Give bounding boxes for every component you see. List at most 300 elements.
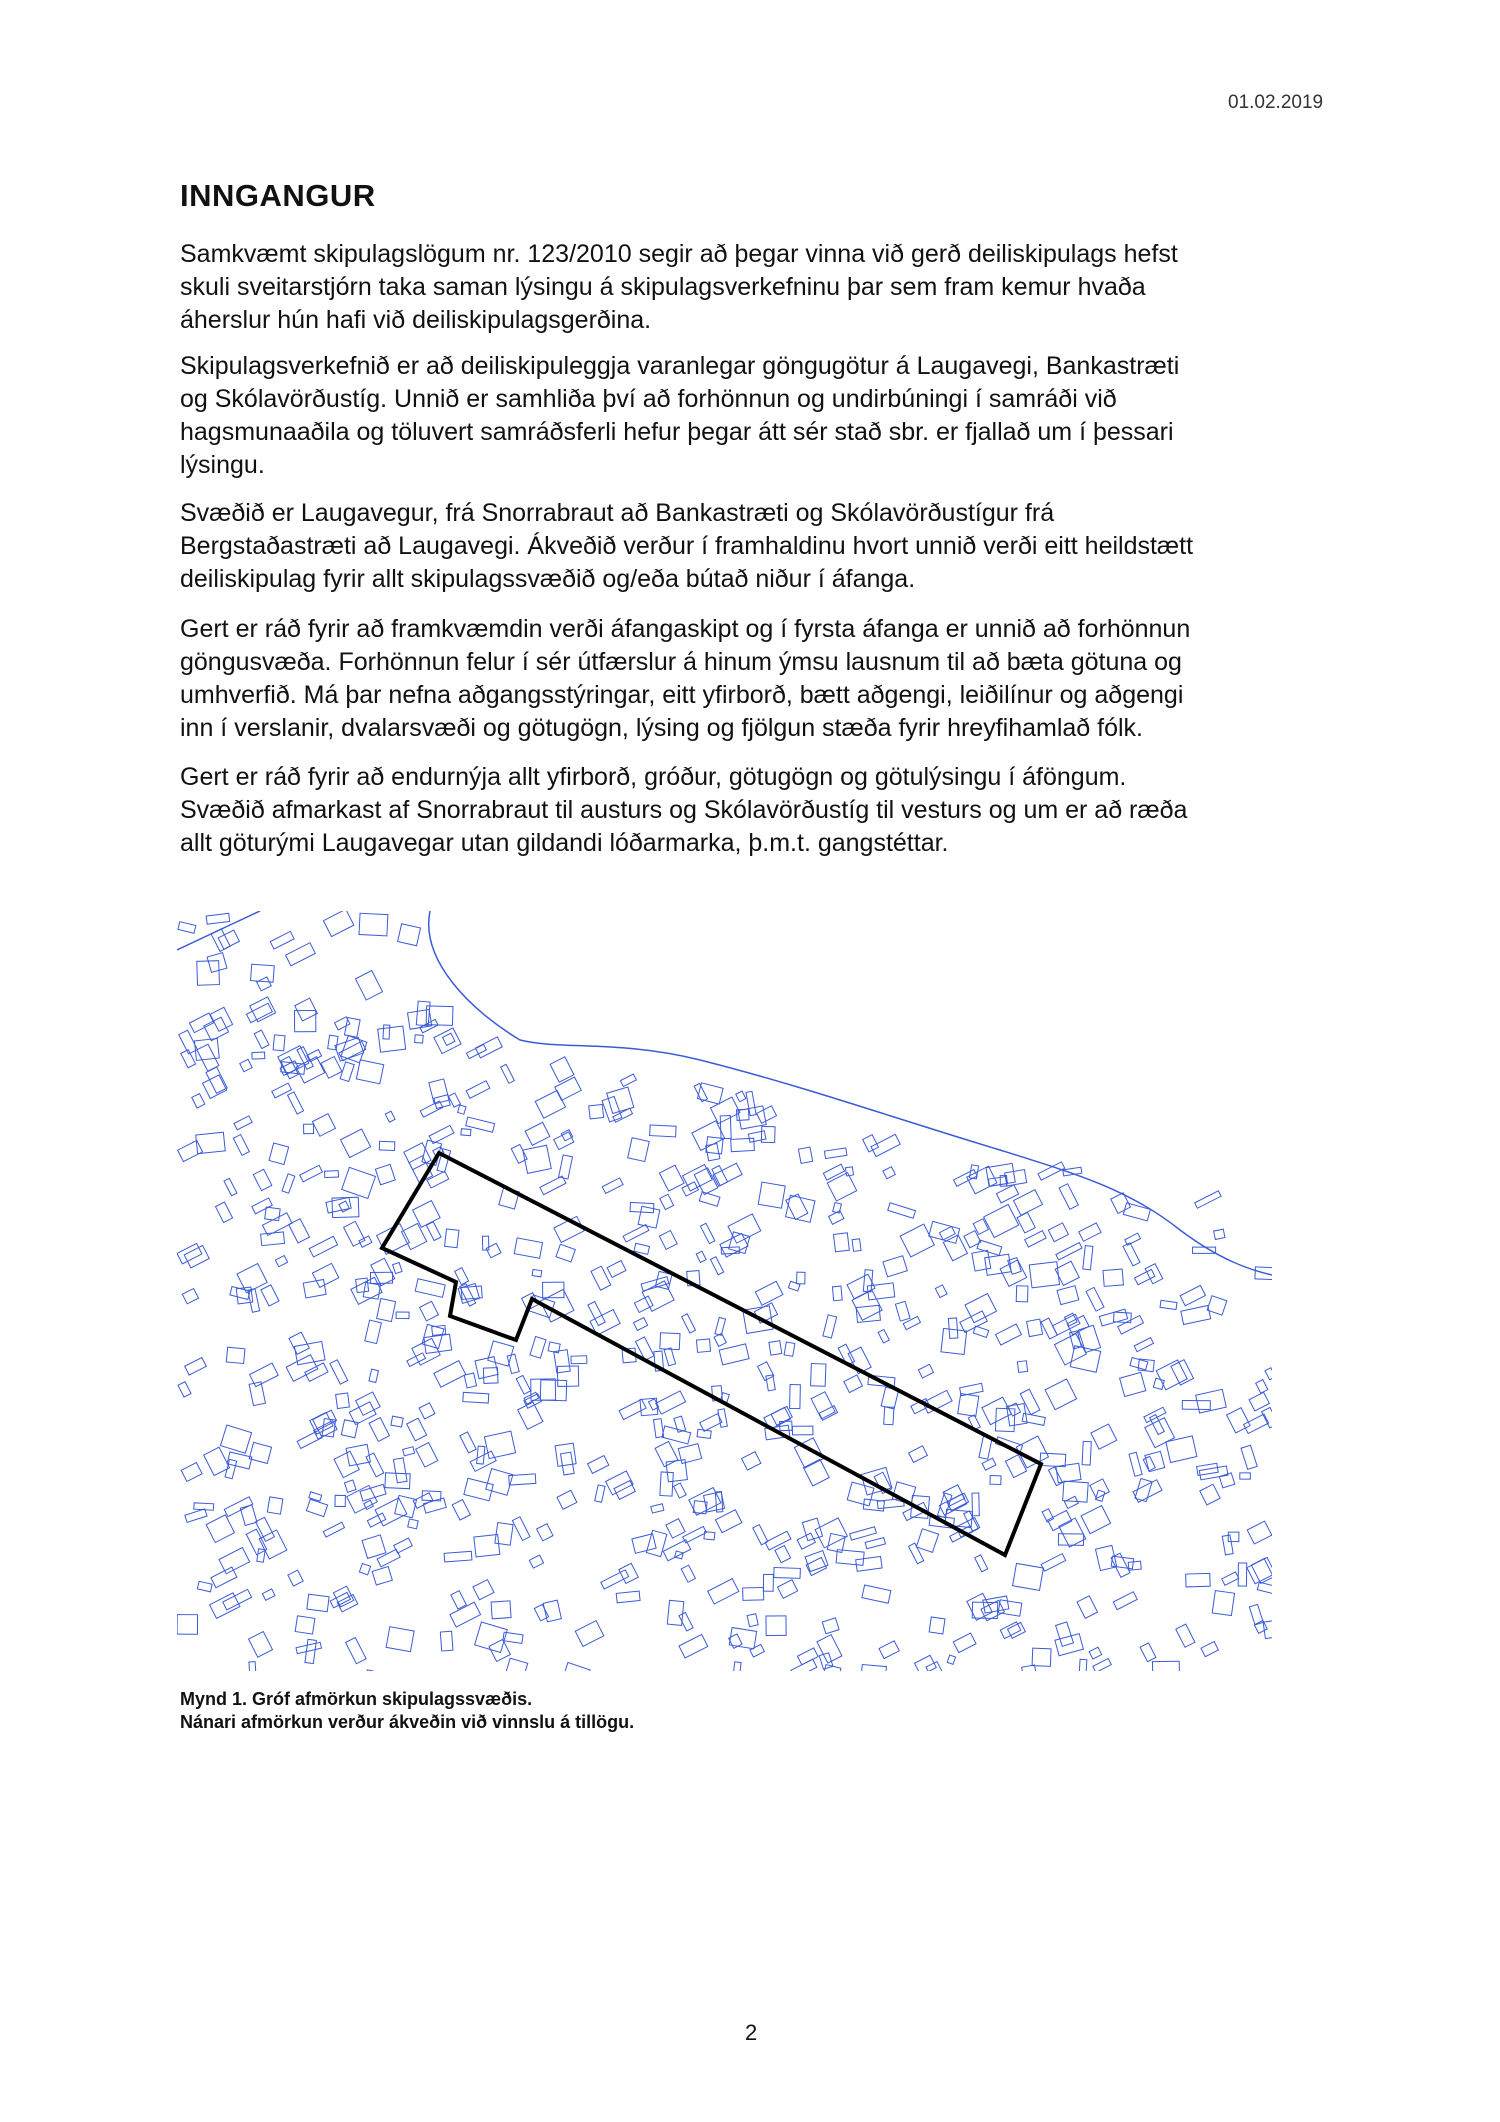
building-footprint [1059,1518,1086,1547]
building-footprint [650,1125,676,1137]
building-footprint [883,1256,907,1277]
building-footprint [272,1083,292,1098]
building-footprint [903,1316,920,1329]
building-footprint [606,1471,634,1495]
building-footprint [300,1165,323,1182]
building-footprint [321,1057,342,1079]
building-footprint [396,1312,409,1319]
building-footprint [532,1269,542,1276]
building-footprint [607,1087,634,1113]
building-footprint [303,1279,326,1297]
building-footprint [1070,1346,1100,1372]
building-footprint [811,1392,835,1419]
building-footprint [249,1632,273,1658]
building-footprint [651,1504,664,1513]
building-footprint [775,1546,791,1563]
building-footprint [1029,1262,1059,1288]
building-footprint [540,1176,566,1195]
building-footprint [270,931,294,949]
building-footprint [475,1037,502,1058]
building-footprint [1040,1453,1066,1467]
building-footprint [879,1641,899,1659]
text-line: og Skólavörðustíg. Unnið er samhliða því að forhönnun og undirbúningi í samráði við [180,385,1117,413]
building-footprint [815,1518,847,1548]
building-footprint [391,1416,403,1427]
building-footprint [514,1238,542,1258]
building-footprint [554,1350,570,1373]
building-footprint [375,1164,395,1184]
building-footprint [1041,1318,1057,1339]
building-footprint [1032,1648,1051,1666]
building-footprint [824,1148,847,1159]
building-footprint [692,1121,725,1151]
building-footprint [359,913,388,936]
building-footprint [1247,1521,1272,1544]
building-footprint [954,1170,978,1187]
building-footprint [1193,1247,1216,1253]
building-footprint [935,1285,947,1298]
building-footprint [557,1490,577,1509]
building-footprint [556,1244,575,1262]
building-footprint [415,1035,424,1043]
figure-caption [180,1688,634,1734]
building-footprint [856,1305,880,1322]
building-footprint [758,1182,785,1208]
building-footprint [916,1529,938,1553]
building-footprint [429,1079,449,1104]
building-footprint [601,1570,629,1589]
building-footprint [207,953,227,973]
building-footprint [475,1622,508,1653]
building-footprint [346,1638,367,1664]
building-footprint [1265,1368,1275,1380]
building-footprint [995,1408,1014,1431]
building-footprint [1254,1620,1267,1633]
building-footprint [918,1364,933,1378]
building-footprint [710,1097,739,1124]
building-footprint [1082,1441,1091,1465]
building-footprint [1017,1212,1035,1233]
building-footprint [589,1104,604,1119]
building-footprint [531,1379,556,1400]
building-footprint [1186,1573,1210,1587]
building-footprint [731,1138,755,1152]
building-footprint [495,1523,513,1546]
building-footprint [535,1090,565,1118]
building-footprint [375,1498,407,1526]
building-footprint [696,1251,706,1262]
building-footprint [408,1009,432,1029]
building-footprint [250,997,276,1022]
building-footprint [356,1278,369,1293]
building-footprint [1241,1445,1257,1469]
building-footprint [219,1548,250,1574]
building-footprint [223,1589,252,1610]
building-footprint [729,1628,756,1649]
building-footprint [953,1633,976,1653]
building-footprint [325,1171,339,1178]
building-footprint [312,1114,335,1137]
building-footprint [234,1116,252,1130]
building-footprint [747,1614,758,1627]
building-footprint [564,1663,590,1682]
building-footprint [656,1391,686,1414]
building-footprint [341,1036,367,1063]
building-footprint [1160,1300,1177,1309]
building-footprint [895,1301,910,1321]
building-footprint [398,924,421,946]
building-footprint [1244,1414,1269,1433]
building-footprint [203,1075,227,1099]
building-footprint [420,1301,439,1321]
building-footprint [803,1459,829,1486]
building-footprint [178,1382,191,1397]
building-footprint [699,1192,720,1207]
building-footprint [1176,1624,1195,1647]
building-footprint [595,1485,605,1502]
building-footprint [1056,1243,1082,1260]
building-footprint [416,1001,430,1026]
building-footprint [445,1229,459,1248]
building-footprint [863,1135,879,1152]
building-footprint [1222,1535,1233,1555]
building-footprint [366,1453,384,1477]
building-footprint [1038,1162,1065,1180]
building-footprint [341,1420,358,1438]
building-footprint [1134,1338,1153,1352]
building-footprint [823,1164,844,1180]
building-footprint [827,1533,845,1552]
building-footprint [220,1425,251,1453]
building-footprint [823,1315,837,1338]
building-footprint [1016,1286,1028,1302]
building-footprint [1090,1479,1109,1499]
building-footprint [742,1452,761,1470]
building-footprint [252,1198,273,1214]
building-footprint [1214,1229,1225,1239]
building-footprint [766,1616,786,1636]
building-footprint [786,1194,808,1219]
building-footprint [632,1534,656,1554]
building-footprint [491,1601,511,1619]
building-footprint [267,1497,283,1514]
building-footprint [1089,1647,1102,1659]
building-footprint [788,1281,800,1291]
building-footprint [429,1125,454,1143]
building-footprint [965,1294,997,1323]
building-footprint [226,1347,245,1363]
building-footprint [1238,1563,1247,1586]
building-footprint [798,1147,812,1163]
building-footprint [240,1059,252,1071]
building-footprint [344,1221,365,1246]
building-footprint [1123,1243,1140,1266]
building-footprint [356,1392,380,1415]
building-footprint [488,1341,514,1366]
building-footprint [415,1279,445,1298]
building-footprint [696,1339,710,1352]
building-footprint [811,1364,826,1387]
building-footprint [682,1314,696,1333]
building-footprint [434,1361,466,1388]
building-footprint [359,1563,370,1574]
building-footprint [307,1594,329,1611]
building-footprint [909,1446,928,1463]
building-footprint [1200,1484,1220,1505]
building-footprint [715,1317,726,1335]
building-footprint [501,1064,515,1083]
building-footprint [972,1250,991,1271]
building-footprint [619,1399,646,1419]
building-footprint [1207,1296,1227,1315]
building-footprint [253,1169,272,1190]
building-footprint [178,1140,203,1161]
building-footprint [383,1025,390,1039]
building-footprint [774,1568,801,1579]
building-footprint [512,1517,530,1541]
building-footprint [269,1143,289,1164]
text-line: Skipulagsverkefnið er að deiliskipuleggja varanlegar göngugötur á Laugavegi, Bankastræti [180,352,1180,380]
building-footprint [819,1406,837,1420]
building-footprint [1256,1380,1268,1394]
building-footprint [588,1456,609,1474]
building-footprint [1056,1622,1074,1647]
building-footprint [466,1117,495,1132]
building-footprint [323,1522,344,1537]
building-footprint [682,1182,699,1196]
building-footprint [1063,1481,1089,1502]
building-footprint [628,1138,650,1162]
building-footprint [748,1131,766,1142]
building-footprint [262,1589,275,1600]
building-footprint [878,1329,889,1343]
building-footprint [790,1385,801,1409]
building-footprint [1027,1319,1043,1337]
building-footprint [708,1579,739,1604]
building-footprint [328,1035,338,1050]
building-footprint [286,943,316,966]
building-footprint [312,1263,338,1287]
building-footprint [900,1224,934,1257]
building-footprint [1182,1401,1210,1410]
building-footprint [394,1538,413,1553]
building-footprint [365,1320,382,1344]
building-footprint [1048,1223,1068,1242]
building-footprint [1093,1658,1112,1672]
building-footprint [1222,1572,1239,1585]
building-footprint [369,1418,389,1442]
building-footprint [294,1010,315,1031]
building-footprint [943,1235,967,1261]
building-footprint [972,1493,979,1516]
building-footprint [323,909,353,936]
building-footprint [638,1206,660,1228]
building-footprint [602,1178,623,1194]
building-footprint [856,1556,882,1571]
building-footprint [700,1223,714,1243]
building-footprint [233,1134,249,1155]
building-footprint [616,1591,640,1603]
building-footprint [710,1257,723,1275]
building-footprint [206,913,230,924]
building-footprint [1257,1582,1276,1594]
building-footprint [1020,1389,1040,1414]
building-footprint [192,1094,205,1109]
text-line: göngusvæða. Forhönnun felur í sér útfærslur á hinum ýmsu lausnum til að bæta götuna og [180,648,1182,676]
building-footprint [1058,1534,1083,1546]
building-footprint [681,1565,695,1582]
building-footprint [335,1495,345,1506]
building-footprint [407,1418,427,1441]
building-footprint [967,1593,992,1620]
building-footprint [871,1134,900,1156]
building-footprint [372,1567,392,1586]
building-footprint [1022,1665,1038,1683]
caption-line: Nánari afmörkun verður ákveðin við vinnslu á tillögu. [180,1712,635,1732]
building-footprint [557,1366,578,1386]
building-footprint [204,1447,230,1475]
building-footprint [750,1644,765,1657]
building-footprint [550,1057,574,1082]
text-line: skuli sveitarstjórn taka saman lýsingu á skipulagsverkefninu þar sem fram kemur hvaða [180,273,1146,301]
building-footprint [295,998,318,1021]
building-footprint [379,1141,395,1150]
building-footprint [464,1373,476,1388]
text-line: allt göturými Laugavegar utan gildandi lóðarmarka, þ.m.t. gangstéttar. [180,829,949,857]
building-footprint [461,1129,471,1136]
building-footprint [307,1050,322,1062]
building-footprint [659,1165,684,1191]
building-footprint [336,1393,350,1409]
building-footprint [975,1555,988,1572]
building-footprint [1212,1591,1234,1616]
building-footprint [757,1106,777,1123]
building-footprint [483,1368,498,1384]
building-footprint [948,1318,958,1339]
building-footprint [1180,1285,1205,1305]
building-footprint [261,1285,279,1306]
building-footprint [1227,1408,1251,1433]
planning-area-boundary [382,1153,1041,1555]
text-line: Svæðið er Laugavegur, frá Snorrabraut að Bankastræti og Skólavörðustígur frá [180,499,1055,527]
building-footprint [543,1282,564,1298]
building-footprint [660,1472,673,1496]
building-footprint [451,1591,467,1609]
building-footprint [537,1524,553,1541]
building-footprint [246,1529,267,1555]
building-footprint [845,1167,853,1176]
building-footprint [540,1380,566,1401]
building-footprint [1091,1424,1117,1449]
building-footprint [777,1580,797,1599]
building-footprint [265,1207,281,1221]
building-footprint [715,1510,741,1533]
building-footprint [254,1030,269,1048]
building-footprint [765,1531,791,1550]
building-footprint [420,1101,443,1117]
building-footprint [216,1202,233,1222]
building-footprint [304,1124,314,1134]
building-footprint [178,922,196,934]
building-footprint [434,1028,461,1054]
building-footprint [1052,1314,1079,1335]
building-footprint [1240,1473,1251,1479]
building-footprint [443,1033,455,1045]
text-line: Gert er ráð fyrir að framkvæmdin verði áfangaskipt og í fyrsta áfanga er unnið að forhönnun [180,615,1191,643]
building-footprint [525,1122,550,1145]
building-footprint [852,1239,861,1252]
building-footprint [1181,1306,1211,1325]
building-footprint [249,1442,271,1463]
building-footprint [1041,1554,1066,1572]
building-footprint [827,1173,856,1201]
building-footprint [784,1342,795,1356]
building-footprint [249,1662,256,1673]
building-footprint [206,1515,234,1543]
building-footprint [819,1653,833,1670]
building-footprint [884,1407,894,1425]
building-footprint [330,1360,348,1384]
building-footprint [356,1060,383,1084]
building-footprint [506,1658,527,1676]
building-footprint [1079,1223,1101,1241]
building-footprint [943,1485,965,1506]
document-date: 01.02.2019 [1228,92,1324,113]
building-footprint [1156,1360,1187,1390]
building-footprint [674,1483,687,1498]
building-footprint [1081,1506,1110,1534]
building-footprint [464,1478,493,1501]
building-footprint [1078,1325,1100,1352]
building-footprint [947,1655,955,1664]
building-footprint [463,1392,489,1403]
building-footprint [1025,1231,1046,1247]
building-footprint [273,1035,285,1051]
building-footprint [633,1318,647,1331]
building-footprint [984,1204,1019,1237]
building-footprint [988,1176,1007,1186]
building-footprint [257,977,272,991]
building-footprint [252,1052,265,1059]
building-footprint [733,1662,741,1677]
building-footprint [1079,1659,1087,1683]
building-footprint [511,1144,527,1163]
building-footprint [309,1236,337,1257]
building-footprint [797,1272,805,1284]
building-footprint [728,1214,761,1243]
building-footprint [484,1431,515,1458]
building-footprint [1095,1490,1104,1501]
building-footprint [473,1580,494,1600]
building-footprint [1077,1596,1098,1619]
text-line: Bergstaðastræti að Laugavegi. Ákveðið verður í framhaldinu hvort unnið verði eitt heildstætt [180,532,1194,560]
building-footprint [1059,1184,1078,1210]
building-footprint [1045,1379,1077,1410]
building-footprint [736,1091,746,1102]
building-footprint [973,1326,989,1337]
building-footprint [452,1500,470,1520]
building-footprint [982,1458,996,1470]
text-line: áherslur hún hafi við deiliskipulagsgerðina. [180,306,652,334]
building-footprint [1123,1203,1150,1221]
building-footprint [679,1612,693,1631]
building-footprint [623,1225,649,1242]
building-footprint [1152,1661,1179,1685]
building-footprint [340,1062,354,1082]
building-footprint [529,1555,543,1568]
building-footprint [386,1627,414,1652]
building-footprint [561,1452,575,1475]
